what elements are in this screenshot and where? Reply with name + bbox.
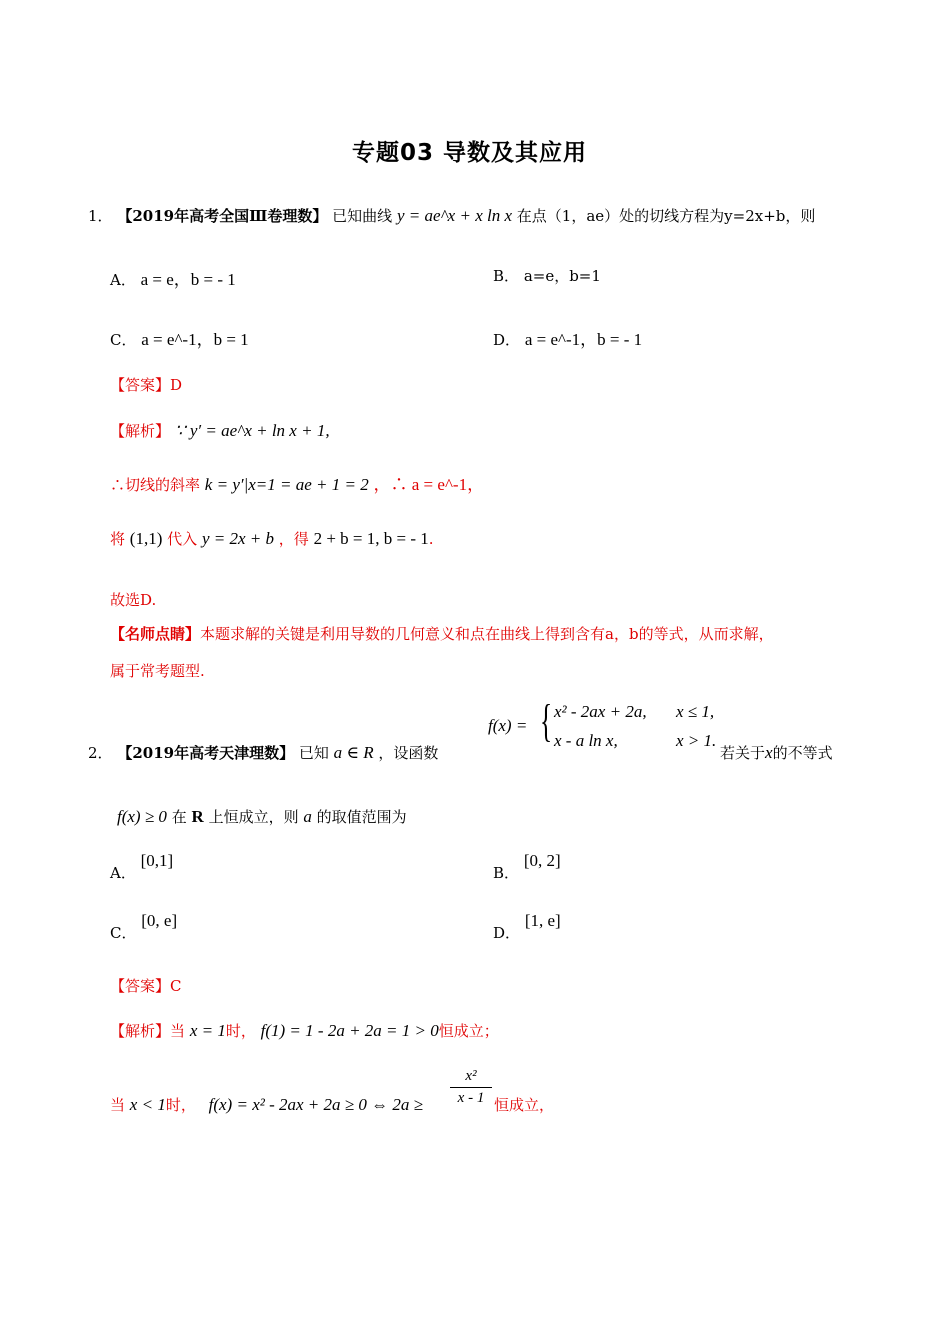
when2: 当 xyxy=(110,1096,126,1114)
option-interval: [0, e] xyxy=(141,911,178,930)
shi: 时， xyxy=(225,1022,256,1040)
shi2: 时， xyxy=(165,1096,196,1114)
q1-option-d xyxy=(493,325,642,350)
x-lt-1: x < 1 xyxy=(129,1095,166,1114)
piecewise-brace: { xyxy=(540,695,553,746)
q1-option-a xyxy=(110,265,236,290)
option-math: a = e^-1，b = 1 xyxy=(141,330,249,349)
case2-expr: x - a ln x, xyxy=(554,731,618,750)
q2-stem-a: 已知 xyxy=(298,744,329,762)
q2-option-a xyxy=(110,851,174,883)
line-eq: y = 2x + b xyxy=(201,529,274,548)
q1-number: 1． xyxy=(88,207,113,225)
q1-analysis-line1 xyxy=(110,420,330,441)
q1-option-c xyxy=(110,325,249,350)
q2-source: 【2019年高考天津理数】 xyxy=(117,744,295,762)
fraction-denominator: x - 1 xyxy=(457,1090,485,1106)
option-interval: [0,1] xyxy=(140,851,174,870)
page-title: 专题03 导数及其应用 xyxy=(352,140,588,166)
always2: 恒成立， xyxy=(494,1096,555,1114)
stem-d: 的不等式 xyxy=(772,744,833,762)
case2-cond: x > 1. xyxy=(676,731,717,750)
q1-tip-line2: 属于常考题型. xyxy=(110,662,205,680)
answer-value: D xyxy=(170,376,183,394)
answer-tag: 【答案】 xyxy=(110,977,171,995)
q1-source: 【2019年高考全国Ⅲ卷理数】 xyxy=(117,207,328,225)
always: 恒成立； xyxy=(438,1022,499,1040)
slope-text: ∴切线的斜率 xyxy=(110,476,201,494)
var-a: a xyxy=(303,807,312,826)
answer-value: C xyxy=(170,977,182,995)
piecewise-fx: f(x) = xyxy=(488,716,528,735)
q1-option-b xyxy=(493,265,601,286)
option-math: a = e^-1，b = - 1 xyxy=(524,330,643,349)
q2-number: 2． xyxy=(88,744,113,762)
option-label: A． xyxy=(110,271,136,289)
q1-stem xyxy=(88,205,815,226)
option-label: C． xyxy=(110,924,137,942)
when: 当 xyxy=(170,1022,186,1040)
derivative-eq: ∵ y′ = ae^x + ln x + 1, xyxy=(174,421,330,440)
q2-a-in-r: a ∈ R xyxy=(333,743,374,762)
option-text: a=e，b=1 xyxy=(523,267,601,285)
fraction xyxy=(450,1068,492,1107)
result-eq: 2 + b = 1, b = - 1 xyxy=(313,529,429,548)
case1-expr: x² - 2ax + 2a, xyxy=(554,702,647,721)
q1-substitute-line xyxy=(110,528,434,549)
stem-g: 的取值范围为 xyxy=(316,808,407,826)
x-eq-1: x = 1 xyxy=(189,1021,226,1040)
analysis-tag: 【解析】 xyxy=(110,1022,171,1040)
option-label: B． xyxy=(493,267,520,285)
get-text: ，得 xyxy=(278,530,309,548)
point: (1,1) xyxy=(129,529,163,548)
q1-tip-line1 xyxy=(110,623,774,644)
f1-eq: f(1) = 1 - 2a + 2a = 1 > 0 xyxy=(260,1021,439,1040)
ineq: f(x) ≥ 0 xyxy=(117,807,167,826)
q2-option-b xyxy=(493,851,561,883)
option-label: B． xyxy=(493,864,520,882)
q2-analysis-line1 xyxy=(110,1020,499,1041)
period: . xyxy=(428,530,434,548)
fraction-numerator: x² xyxy=(465,1068,477,1084)
slope-eq: k = y′|x=1 = ae + 1 = 2 xyxy=(204,475,369,494)
analysis-tag: 【解析】 xyxy=(110,422,171,440)
tip-tag: 【名师点睛】 xyxy=(110,625,201,643)
q1-slope-line xyxy=(110,470,484,495)
q1-curve-eq: y = ae^x + x ln x xyxy=(396,206,513,225)
stem-f: 上恒成立，则 xyxy=(208,808,299,826)
real-set: R xyxy=(191,807,204,826)
q1-answer xyxy=(110,374,182,395)
option-math: a = e，b = - 1 xyxy=(140,270,236,289)
option-label: D． xyxy=(493,331,521,349)
q1-stem-b: 在点（1，ae）处的切线方程为y=2x+b，则 xyxy=(516,207,816,225)
var-x: x xyxy=(765,743,773,762)
q2-answer xyxy=(110,975,182,996)
fraction-bar xyxy=(450,1087,492,1088)
q2-stem-line2 xyxy=(117,806,407,827)
q2-stem xyxy=(88,742,438,763)
option-label: C． xyxy=(110,331,137,349)
q2-option-c xyxy=(110,911,178,943)
sub-prefix: 将 xyxy=(110,530,126,548)
option-label: D． xyxy=(493,924,521,942)
q2-stem-b: ，设函数 xyxy=(378,744,439,762)
stem-e: 在 xyxy=(171,808,187,826)
tip-text: 本题求解的关键是利用导数的几何意义和点在曲线上得到含有a，b的等式，从而求解， xyxy=(200,625,774,643)
case1-cond: x ≤ 1, xyxy=(676,702,715,721)
q2-analysis-line2 xyxy=(110,1094,423,1115)
q2-option-d xyxy=(493,911,561,943)
ineq2: f(x) = x² - 2ax + 2a ≥ 0 ⇔ 2a ≥ xyxy=(208,1095,423,1114)
sub-into: 代入 xyxy=(167,530,198,548)
option-label: A． xyxy=(110,864,136,882)
answer-tag: 【答案】 xyxy=(110,376,171,394)
q2-stem-tail xyxy=(720,742,833,763)
q1-stem-a: 已知曲线 xyxy=(332,207,393,225)
therefore-a: ，∴ a = e^-1， xyxy=(373,475,485,494)
stem-c: 若关于 xyxy=(720,744,766,762)
option-interval: [1, e] xyxy=(524,911,561,930)
q1-choose: 故选D. xyxy=(110,591,157,609)
option-interval: [0, 2] xyxy=(523,851,561,870)
